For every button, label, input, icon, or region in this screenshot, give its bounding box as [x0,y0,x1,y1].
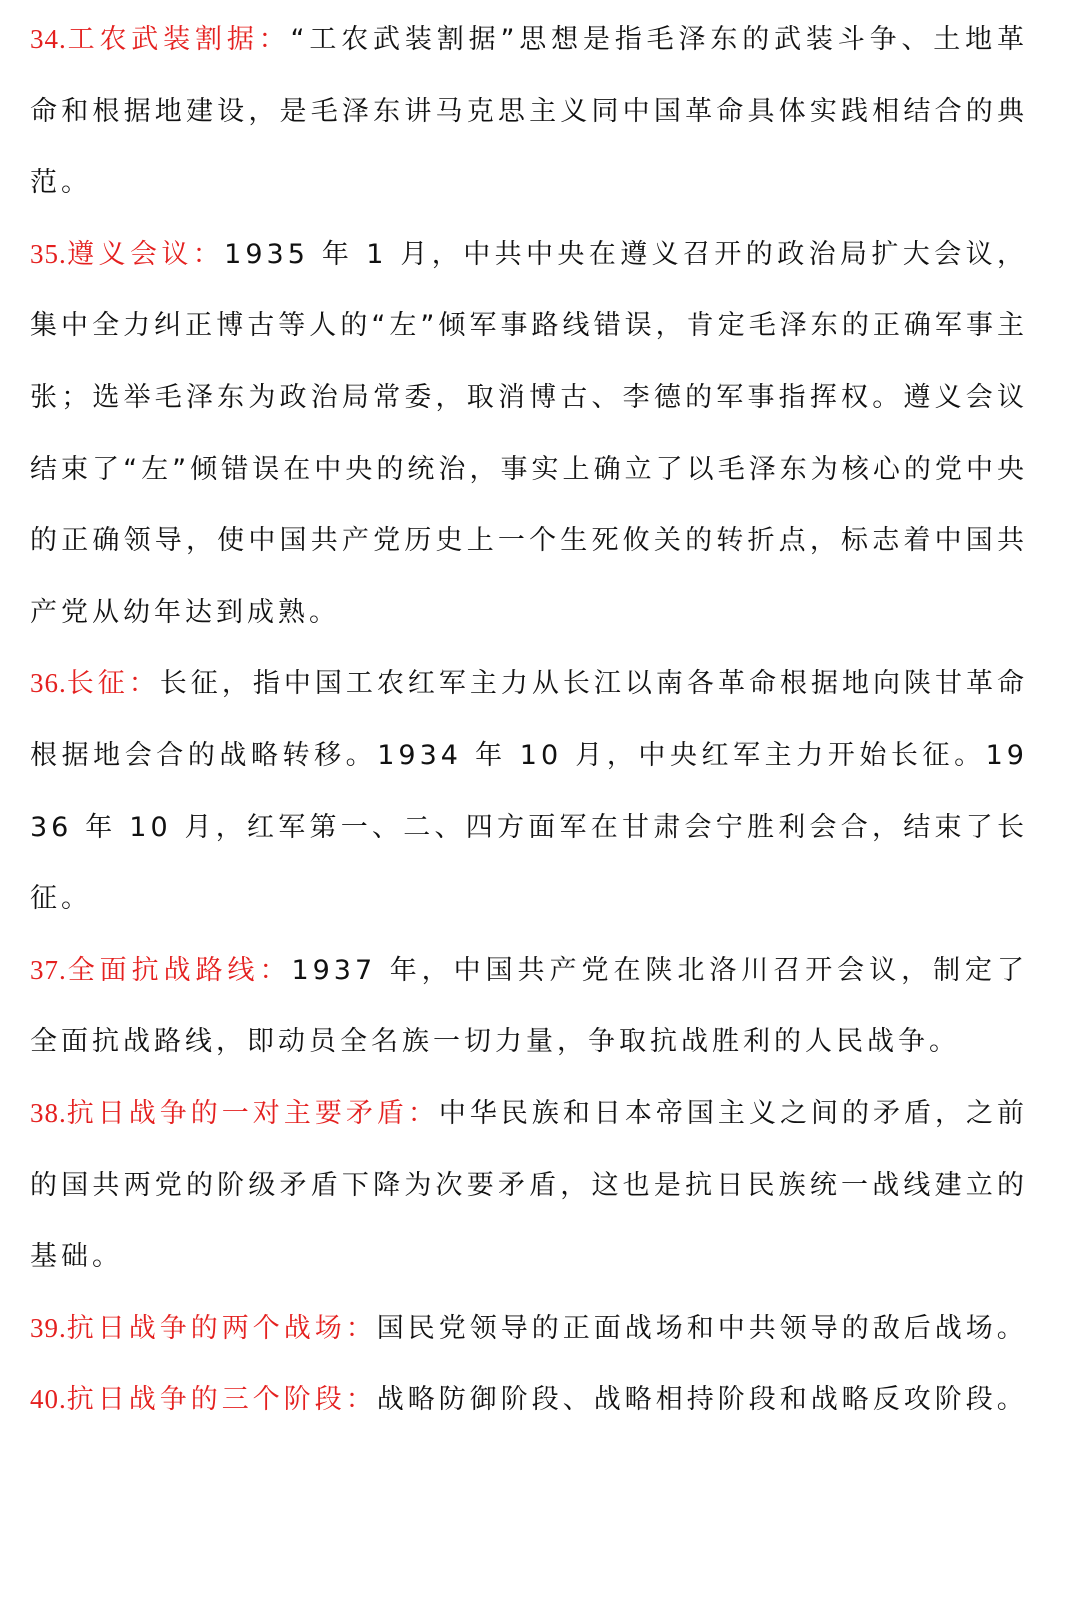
entry-body: 战略防御阶段、战略相持阶段和战略反攻阶段。 [376,1384,1028,1416]
entry-body: 中华民族和日本帝国主义之间的矛盾，之前的国共两党的阶级矛盾下降为次要矛盾，这也是抗日民族统一战线建立的基础。 [30,1097,1029,1273]
entry-number: 40. [30,1384,67,1415]
entry-term-label: 抗日战争的一对主要矛盾： [66,1097,439,1129]
entry-number: 36. [30,668,67,699]
entry-term-label: 工农武装割据： [66,24,291,55]
entry-39 [30,1293,1028,1365]
entry-number: 38. [30,1097,67,1128]
entry-37 [30,935,1028,1078]
entry-38 [30,1078,1028,1293]
entry-term-label: 抗日战争的两个战场： [66,1312,377,1344]
entry-term [30,668,160,699]
entry-number: 34. [30,24,67,54]
entry-term [30,1098,439,1129]
entry-body: 国民党领导的正面战场和中共领导的敌后战场。 [376,1312,1028,1344]
entry-body: 1937 年，中国共产党在陕北洛川召开会议，制定了全面抗战路线，即动员全名族一切力量，争取抗战胜利的人民战争。 [30,954,1028,1058]
entry-term [30,955,291,986]
entry-40 [30,1364,1028,1436]
entry-body: 长征，指中国工农红军主力从长江以南各革命根据地向陕甘革命根据地会合的战略转移。1934 年 10 月，中央红军主力开始长征。1936 年 10 月，红军第一、二、四方面军在甘肃会宁胜利会合，结束了长征。 [30,668,1029,915]
entry-number: 35. [30,238,67,269]
entry-term [30,239,224,270]
entry-body: 1935 年 1 月，中共中央在遵义召开的政治局扩大会议，集中全力纠正博古等人的“左”倾军事路线错误，肯定毛泽东的正确军事主张；选举毛泽东为政治局常委，取消博古、李德的军事指挥权。遵义会议结束了“左”倾错误在中央的统治，事实上确立了以毛泽东为核心的党中央的正确领导，使中国共产党历史上一个生死攸关的转折点，标志着中国共产党从幼年达到成熟。 [30,238,1029,628]
entry-36 [30,648,1028,934]
entry-term [30,1384,377,1415]
entry-term-label: 全面抗战路线： [66,954,292,986]
entry-body: “工农武装割据”思想是指毛泽东的武装斗争、土地革命和根据地建设，是毛泽东讲马克思主义同中国革命具体实践相结合的典范。 [30,24,1028,199]
entry-term-label: 长征： [66,668,160,700]
entry-term [30,24,291,55]
entry-term-label: 抗日战争的三个阶段： [66,1384,377,1416]
entry-number: 37. [30,954,67,985]
entry-34 [30,4,1028,219]
entry-35 [30,219,1028,649]
entry-term-label: 遵义会议： [66,238,225,270]
entry-number: 39. [30,1312,67,1343]
entry-term [30,1313,377,1344]
